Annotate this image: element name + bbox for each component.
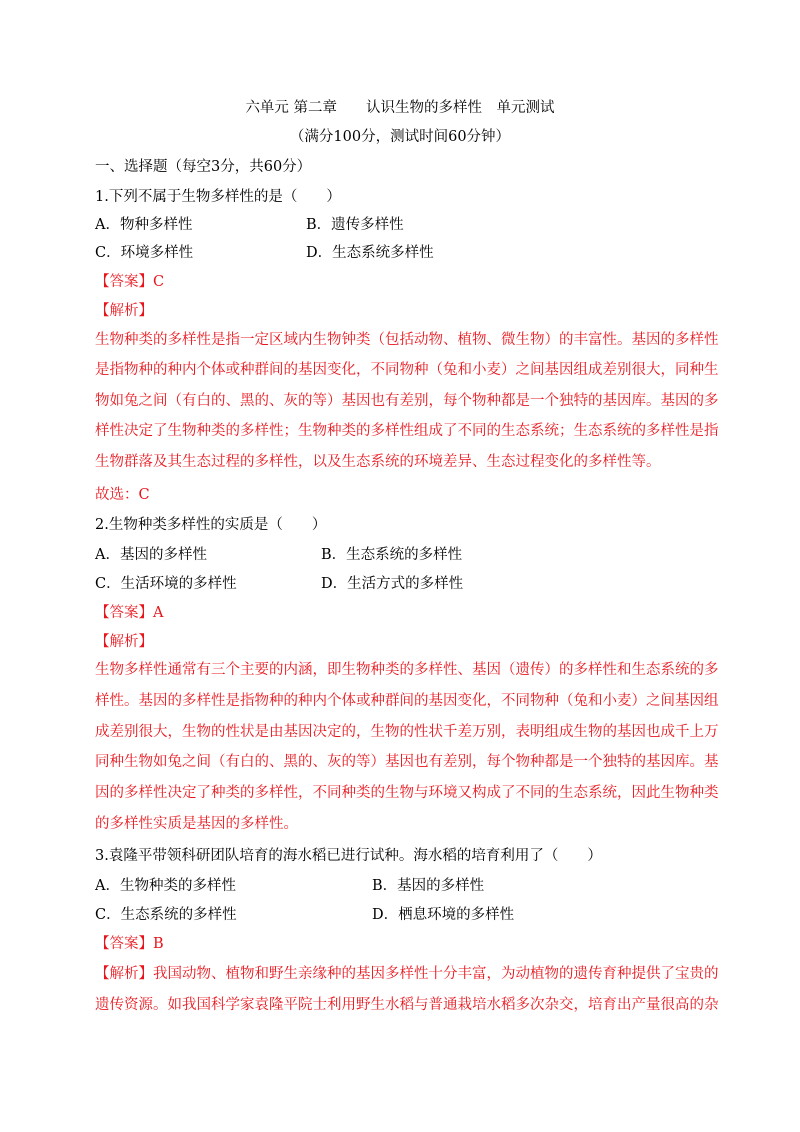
option-d: D．生态系统多样性: [306, 245, 434, 261]
analysis-line: 的多样性实质是基因的多样性。: [95, 816, 298, 832]
analysis-first-line: [95, 964, 719, 984]
question-stem: 3.袁隆平带领科研团队培育的海水稻已进行试种。海水稻的培育利用了（ ）: [95, 848, 602, 864]
option-a: A．物种多样性: [95, 217, 193, 233]
option-b: B．遗传多样性: [306, 217, 404, 233]
document-subtitle: （满分100分，测试时间60分钟）: [289, 129, 511, 145]
option-d: D．栖息环境的多样性: [372, 907, 515, 923]
analysis-line: 生物群落及其生态过程的多样性，以及生态系统的环境差异、生态过程变化的多样性等。: [95, 454, 661, 470]
conclusion: 故选：C: [95, 487, 150, 503]
answer-label: 【答案】A: [95, 605, 164, 621]
question-stem: 2.生物种类多样性的实质是（ ）: [95, 517, 327, 533]
option-b: B．基因的多样性: [372, 878, 485, 894]
answer-label: 【答案】B: [95, 936, 164, 952]
analysis-label: 【解析】: [95, 966, 153, 982]
option-b: B．生态系统的多样性: [321, 547, 463, 563]
analysis-line: 物如兔之间（有白的、黑的、灰的等）基因也有差别，每个物种都是一个独特的基因库。基因的多: [95, 393, 719, 409]
document-title: 六单元 第二章 认识生物的多样性 单元测试: [245, 100, 555, 116]
analysis-text: 我国动物、植物和野生亲缘种的基因多样性十分丰富，为动植物的遗传育种提供了宝贵的: [153, 966, 719, 982]
analysis-line: 样性。基因的多样性是指物种的种内个体或种群间的基因变化，不同物种（兔和小麦）之间基因组: [95, 693, 719, 709]
analysis-label: 【解析】: [95, 303, 153, 319]
answer-label: 【答案】C: [95, 274, 165, 290]
section-heading: 一、选择题（每空3分，共60分）: [95, 159, 312, 175]
analysis-line: 是指物种的种内个体或种群间的基因变化，不同物种（兔和小麦）之间基因组成差别很大，同种生: [95, 362, 719, 378]
analysis-line: 样性决定了生物种类的多样性；生物种类的多样性组成了不同的生态系统；生态系统的多样性是指: [95, 423, 719, 439]
option-a: A．基因的多样性: [95, 547, 207, 563]
analysis-label: 【解析】: [95, 634, 153, 650]
analysis-line: 成差别很大，生物的性状是由基因决定的，生物的性状千差万别，表明组成生物的基因也成千上万: [95, 724, 719, 740]
option-c: C．环境多样性: [95, 245, 194, 261]
analysis-line: 生物多样性通常有三个主要的内涵，即生物种类的多样性、基因（遗传）的多样性和生态系统的多: [95, 662, 719, 678]
option-c: C．生活环境的多样性: [95, 576, 237, 592]
option-d: D．生活方式的多样性: [321, 576, 464, 592]
analysis-line: 生物种类的多样性是指一定区域内生物钟类（包括动物、植物、微生物）的丰富性。基因的多样性: [95, 332, 719, 348]
analysis-line: 同种生物如兔之间（有白的、黑的、灰的等）基因也有差别，每个物种都是一个独特的基因库。基: [95, 754, 719, 770]
option-c: C．生态系统的多样性: [95, 907, 237, 923]
analysis-line: 遗传资源。如我国科学家袁隆平院士利用野生水稻与普通栽培水稻多次杂交，培育出产量很高的杂: [95, 997, 719, 1013]
option-a: A．生物种类的多样性: [95, 878, 236, 894]
analysis-line: 因的多样性决定了种类的多样性，不同种类的生物与环境又构成了不同的生态系统，因此生物种类: [95, 785, 719, 801]
question-stem: 1.下列不属于生物多样性的是（ ）: [95, 189, 341, 205]
